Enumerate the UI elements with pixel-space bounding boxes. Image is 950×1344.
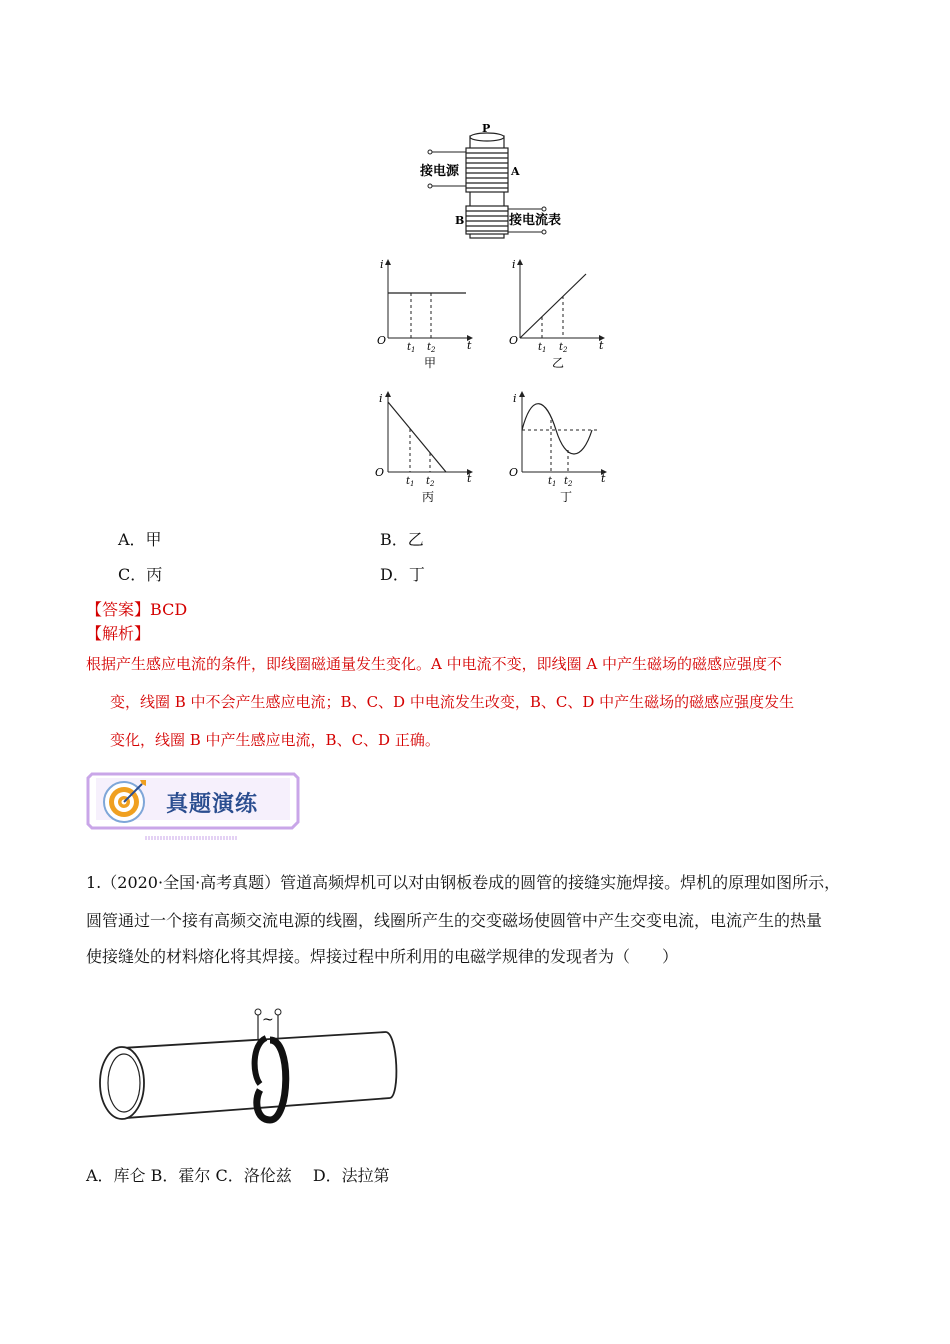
svg-text:t1: $t_1$ bbox=[548, 476, 557, 488]
svg-text:i: i bbox=[380, 258, 384, 271]
svg-text:O: O bbox=[377, 334, 387, 347]
answer-value: BCD bbox=[150, 600, 188, 619]
terminal-left bbox=[255, 1009, 261, 1015]
caption-yi: 乙 bbox=[552, 356, 565, 370]
answer-tag: 【答案】 bbox=[86, 600, 151, 619]
option-a[interactable]: A．甲 bbox=[118, 530, 162, 549]
solenoid-figure bbox=[410, 120, 580, 242]
option-b[interactable]: B．乙 bbox=[380, 530, 424, 549]
option-d[interactable]: D．丁 bbox=[380, 565, 425, 584]
label-b: B bbox=[455, 214, 465, 227]
terminal-right bbox=[275, 1009, 281, 1015]
caption-jia: 甲 bbox=[424, 356, 437, 370]
current-line bbox=[520, 274, 586, 338]
svg-text:t2: $t_2$ bbox=[559, 342, 568, 354]
ac-symbol: ~ bbox=[262, 1012, 274, 1028]
svg-text:t1: $t_1$ bbox=[407, 342, 416, 354]
svg-text:i: i bbox=[513, 392, 517, 405]
analysis-line-1: 根据产生感应电流的条件，即线圈磁通量发生变化。A 中电流不变，即线圈 A 中产生磁场的磁感应强度不 bbox=[86, 655, 782, 673]
graph-ding bbox=[506, 390, 616, 506]
analysis-tag: 【解析】 bbox=[86, 624, 151, 643]
coil-b bbox=[466, 206, 508, 234]
svg-text:t2: $t_2$ bbox=[564, 476, 573, 488]
current-curve bbox=[522, 404, 592, 454]
caption-ding: 丁 bbox=[560, 490, 573, 504]
label-power: 接电源 bbox=[420, 164, 460, 179]
svg-text:t: t bbox=[467, 339, 472, 352]
question-line-2: 圆管通过一个接有高频交流电源的线圈，线圈所产生的交变磁场使圆管中产生交变电流，电流产生的热量 bbox=[86, 911, 823, 930]
answer-line bbox=[86, 600, 187, 620]
graph-jia bbox=[372, 256, 482, 370]
svg-text:i: i bbox=[379, 392, 383, 405]
svg-text:t2: $t_2$ bbox=[427, 342, 436, 354]
caption-bing: 丙 bbox=[422, 490, 435, 504]
label-p: P bbox=[482, 122, 491, 135]
svg-text:O: O bbox=[509, 466, 519, 479]
question-line-1: 1.（2020·全国·高考真题）管道高频焊机可以对由钢板卷成的圆管的接缝实施焊接。焊机的原理如图所示， bbox=[86, 873, 841, 892]
banner-title: 真题演练 bbox=[166, 792, 259, 817]
svg-text:t: t bbox=[599, 339, 604, 352]
svg-text:t: t bbox=[601, 472, 606, 485]
pipe-welding-figure bbox=[92, 1000, 412, 1126]
question-line-3: 使接缝处的材料熔化将其焊接。焊接过程中所利用的电磁学规律的发现者为（ ） bbox=[86, 947, 679, 966]
graph-yi bbox=[504, 256, 614, 370]
svg-text:O: O bbox=[375, 466, 385, 479]
question-options[interactable]: A．库仑 B．霍尔 C．洛伦兹 D．法拉第 bbox=[86, 1166, 390, 1185]
target-icon bbox=[104, 780, 146, 822]
svg-text:t2: $t_2$ bbox=[426, 476, 435, 488]
analysis-line-3: 变化，线圈 B 中产生感应电流，B、C、D 正确。 bbox=[110, 731, 440, 749]
label-a: A bbox=[511, 165, 520, 178]
svg-text:t1: $t_1$ bbox=[538, 342, 547, 354]
coil-a bbox=[466, 148, 508, 192]
graph-bing bbox=[372, 390, 482, 506]
svg-text:t: t bbox=[467, 472, 472, 485]
current-line bbox=[388, 402, 446, 472]
section-banner bbox=[86, 770, 302, 842]
option-c[interactable]: C．丙 bbox=[118, 565, 163, 584]
analysis-line-2: 变，线圈 B 中不会产生感应电流；B、C、D 中电流发生改变，B、C、D 中产生磁场的磁感应强度发生 bbox=[110, 693, 795, 711]
svg-text:t1: $t_1$ bbox=[406, 476, 415, 488]
label-ammeter: 接电流表 bbox=[509, 213, 562, 228]
svg-text:O: O bbox=[509, 334, 519, 347]
svg-text:i: i bbox=[512, 258, 516, 271]
